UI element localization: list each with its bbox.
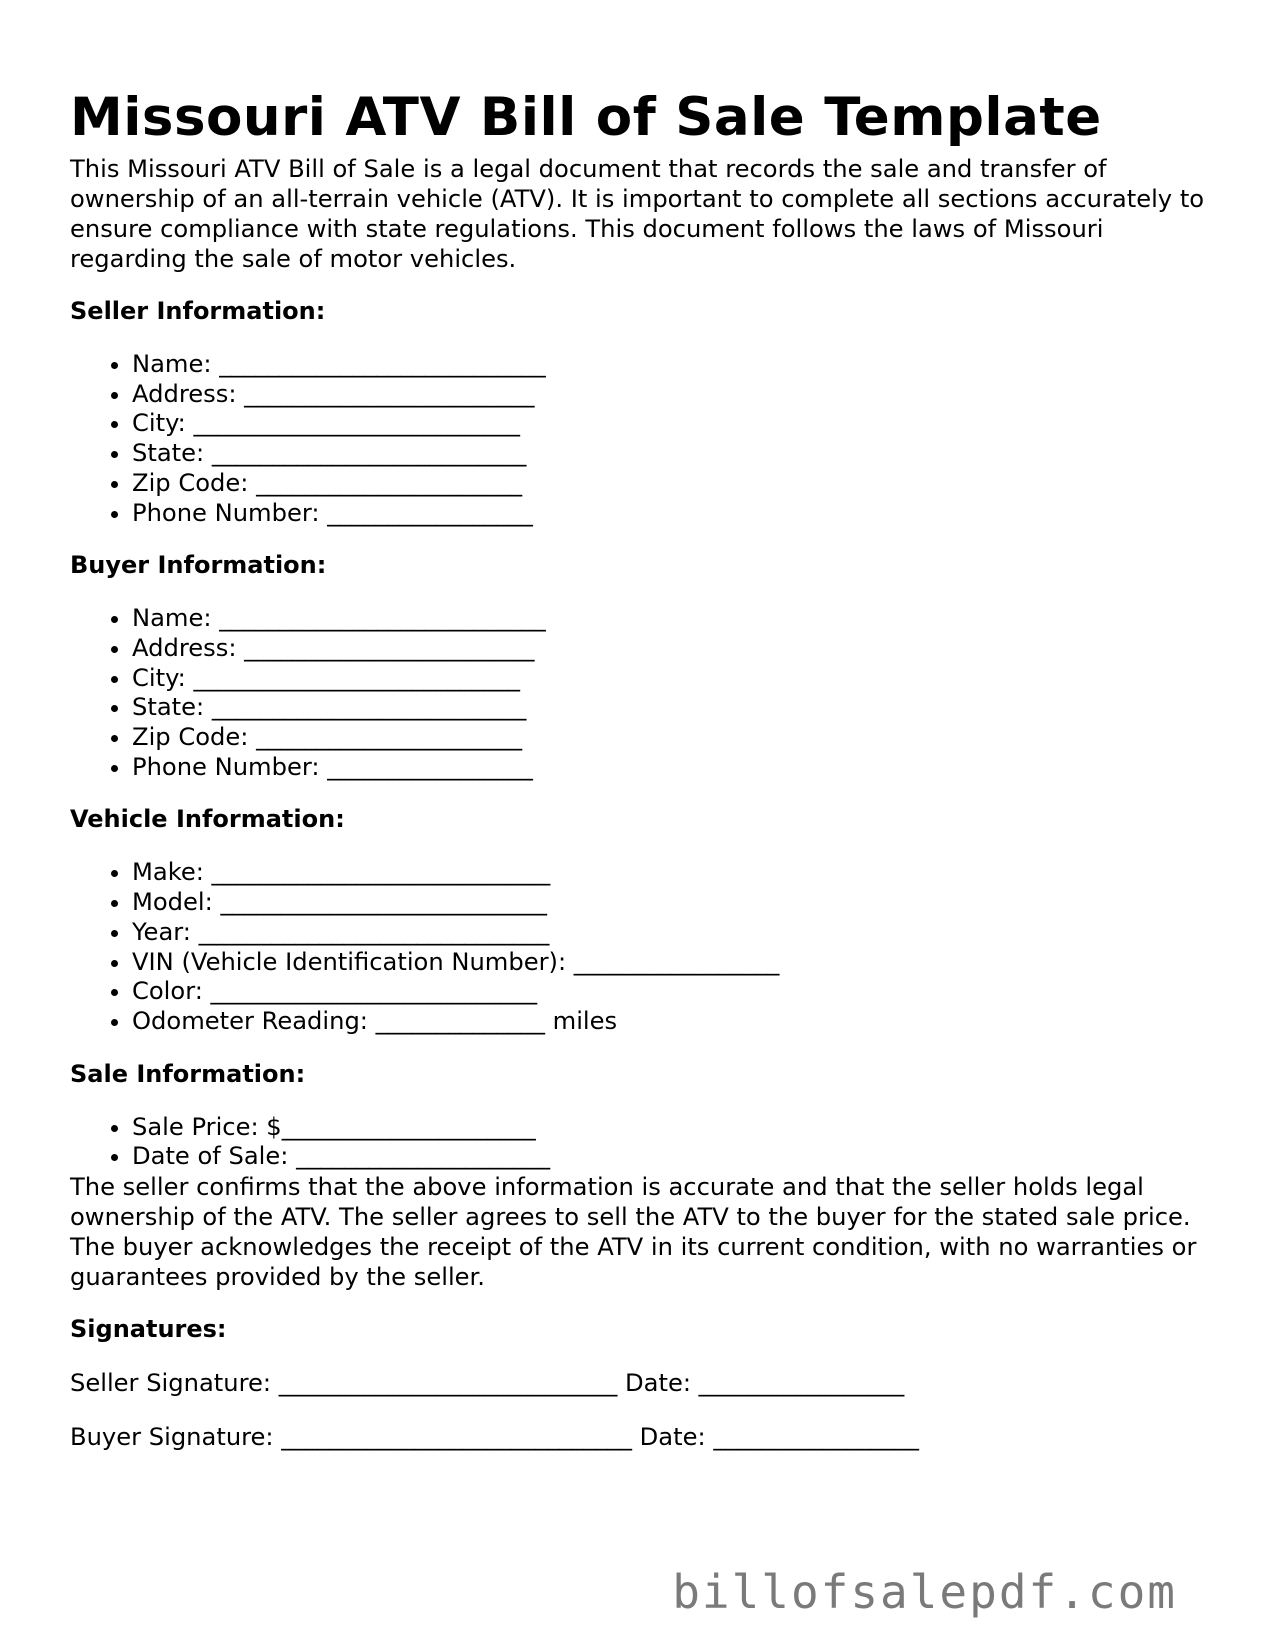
vehicle-field-list [70,858,1210,1036]
closing-paragraph: The seller confirms that the above information is accurate and that the seller holds legal ownership of the ATV. The seller agrees to sell the ATV to the buyer for the stated sale price. The buyer acknowledges the receipt of the ATV in its current condition, with no warranties or guarantees provided by the seller. [70,1173,1197,1292]
sale-date-field: • Date of Sale: _____________________ [132,1142,1210,1172]
signatures-heading: Signatures: [70,1315,227,1344]
watermark-logo: billofsalepdf.com [672,1565,1177,1619]
buyer-state-field: • State: __________________________ [132,693,1210,723]
seller-name-field: • Name: ___________________________ [132,350,1210,380]
buyer-field-list [70,604,1210,782]
buyer-city-field: • City: ___________________________ [132,664,1210,694]
vehicle-color-field: • Color: ___________________________ [132,977,1210,1007]
seller-signature-line: Seller Signature: ____________________________ Date: _________________ [70,1369,905,1398]
document-page [70,82,1210,1452]
buyer-address-field: • Address: ________________________ [132,634,1210,664]
sale-heading: Sale Information: [70,1059,306,1088]
buyer-name-field: • Name: ___________________________ [132,604,1210,634]
seller-state-field: • State: __________________________ [132,439,1210,469]
buyer-heading: Buyer Information: [70,551,327,580]
page-title: Missouri ATV Bill of Sale Template [70,87,1102,148]
sale-price-field: • Sale Price: $_____________________ [132,1113,1210,1143]
intro-paragraph: This Missouri ATV Bill of Sale is a legal document that records the sale and transfer of ownership of an all-terrain vehicle (ATV). It is important to complete all sections accurately to ensure compliance with state regulations. This document follows the laws of Missouri regarding the sale of motor vehicles. [70,155,1205,273]
buyer-zip-field: • Zip Code: ______________________ [132,723,1210,753]
vehicle-odometer-field: • Odometer Reading: ______________ miles [132,1007,1210,1037]
seller-heading: Seller Information: [70,297,326,325]
buyer-signature-line: Buyer Signature: _____________________________ Date: _________________ [70,1423,919,1452]
seller-zip-field: • Zip Code: ______________________ [132,469,1210,499]
vehicle-heading: Vehicle Information: [70,805,345,834]
vehicle-year-field: • Year: _____________________________ [132,918,1210,948]
seller-city-field: • City: ___________________________ [132,409,1210,439]
vehicle-vin-field: • VIN (Vehicle Identification Number): _________________ [132,948,1210,978]
vehicle-model-field: • Model: ___________________________ [132,888,1210,918]
seller-address-field: • Address: ________________________ [132,380,1210,410]
buyer-phone-field: • Phone Number: _________________ [132,753,1210,783]
sale-field-list [70,1113,1210,1172]
vehicle-make-field: • Make: ____________________________ [132,858,1210,888]
seller-field-list [70,350,1210,528]
seller-phone-field: • Phone Number: _________________ [132,499,1210,529]
